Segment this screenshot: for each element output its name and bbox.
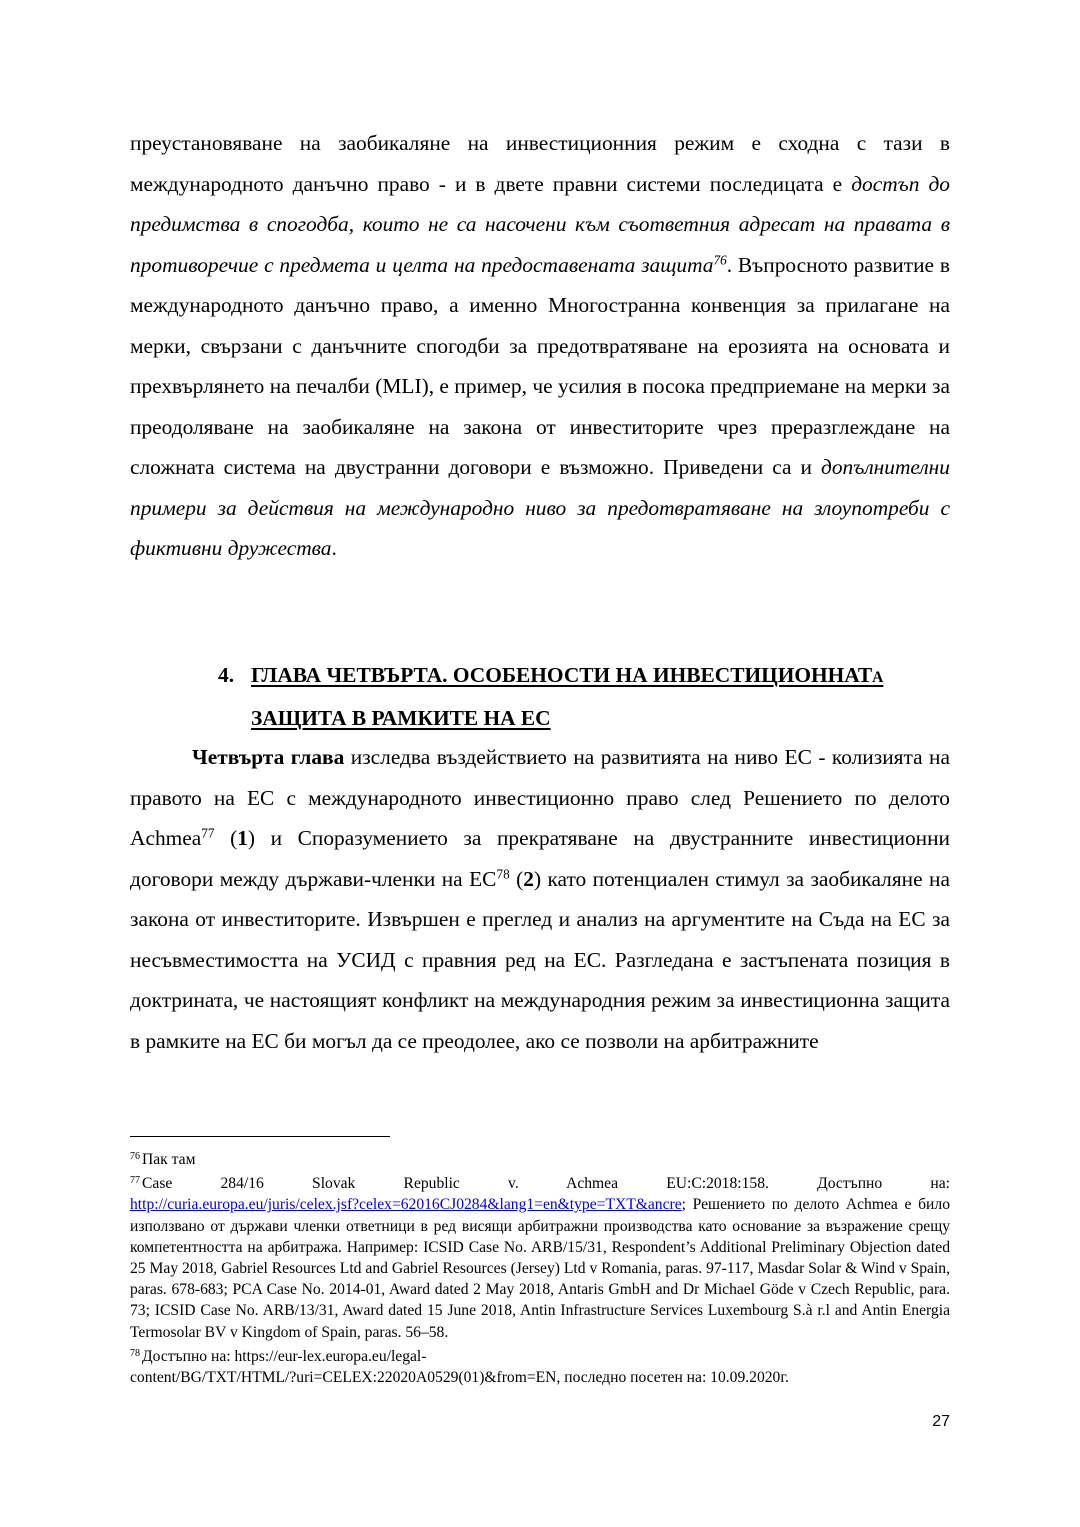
chapter-title-line-2: ЗАЩИТА В РАМКИТЕ НА ЕС xyxy=(251,706,551,730)
footnote-77: $^{77}$ Case 284/16 Slovak Republic v. Achmea EU:C:2018:158. Достъпно на: http://curia.europa.eu/juris/celex.jsf?celex=62016CJ0284&lang1=en&type=TXT&ancre; Решението по делото Achmea е било използвано от държави членки ответници в ред висящи арбитражни производства като основание за възражение срещу компетентността на арбитража. Например: ICSID Case No. ARB/15/31, Respondent’s Additional Preliminary Objection dated 25 May 2018, Gabriel Resources Ltd and Gabriel Resources (Jersey) Ltd v Romania, paras. 97-117, Masdar Solar & Wind v Spain, paras. 678-683; PCA Case No. 2014-01, Award dated 2 May 2018, Antaris GmbH and Dr Michael Göde v Czech Republic, para. 73; ICSID Case No. ARB/13/31, Award dated 15 June 2018, Antin Infrastructure Services Luxembourg S.à r.l and Antin Energia Termosolar BV v Kingdom of Spain, paras. 56–58. xyxy=(130,1175,950,1341)
italic-phrase: допълнителни примери за действия на международно ниво за предотвратяване на злоупотреби с фиктивни дружества xyxy=(130,455,950,560)
footnotes xyxy=(130,1146,950,1388)
footnote-ref-78[interactable]: 78 xyxy=(496,866,510,882)
chapter-title-line-1: ГЛАВА ЧЕТВЪРТА. ОСОБЕНОСТИ НА ИНВЕСТИЦИОННАТА xyxy=(251,663,884,687)
chapter-heading xyxy=(218,655,958,738)
footnote-76: $^{76}$ Пак там xyxy=(130,1151,196,1168)
page-number: 27 xyxy=(932,1413,950,1430)
footnote-separator xyxy=(130,1136,390,1137)
italic-phrase: достъп до предимства в спогодба, които не са насочени към съответния адресат на правата в противоречие с предмета и целта на предоставената защита xyxy=(130,171,950,277)
chapter-number: 4. xyxy=(218,663,235,687)
footnote-ref-77[interactable]: 77 xyxy=(201,825,215,841)
body-paragraph-2: Четвърта глава изследва въздействието на развитията на ниво ЕС - колизията на правото на ЕС с международното инвестиционно право след Решението по делото Achmea$^{77}$ (1) и Споразумението за прекратяване на двустранните инвестиционни договори между държави-членки на ЕС$^{78}$ (2) като потенциален стимул за заобикаляне на закона от инвеститорите. Извършен е преглед и анализ на аргументите на Съда на ЕС за несъвместимостта на УСИД с правния ред на ЕС. Разгледана е застъпената позиция в доктрината, че настоящият конфликт на международния режим за инвестиционна защита в рамките на ЕС би могъл да се преодолее, ако се позволи на арбитражните xyxy=(130,745,951,1053)
footnote-78: $^{78}$ Достъпно на: https://eur-lex.europa.eu/legal- content/BG/TXT/HTML/?uri=CELEX:22020A0529(01)&from=EN, последно посетен на: 10.09.2020г. xyxy=(130,1347,789,1387)
body-paragraph-1: преустановяване на заобикаляне на инвестиционния режим е сходна с тази в международното данъчно право - и в двете правни системи последицата е достъп до предимства в спогодба, които не са насочени към съответния адресат на правата в противоречие с предмета и целта на предоставената защита$^{76}$. Въпросното развитие в международното данъчно право, а именно Многостранна конвенция за прилагане на мерки, свързани с данъчните спогодби за предотвратяване на ерозията на основата и прехвърлянето на печалби (MLI), е пример, че усилия в посока предприемане на мерки за преодоляване на заобикаляне на закона от инвеститорите чрез преразглеждане на сложната система на двустранни договори е възможно. Приведени са и допълнителни примери за действия на международно ниво за предотвратяване на злоупотреби с фиктивни дружества. xyxy=(130,131,950,560)
curia-link[interactable]: http://curia.europa.eu/juris/celex.jsf?celex=62016CJ0284&lang1=en&type=TXT&ancre xyxy=(130,1196,682,1214)
footnote-ref-76[interactable]: 76 xyxy=(713,252,727,268)
bold-lead: Четвърта глава xyxy=(192,745,345,769)
